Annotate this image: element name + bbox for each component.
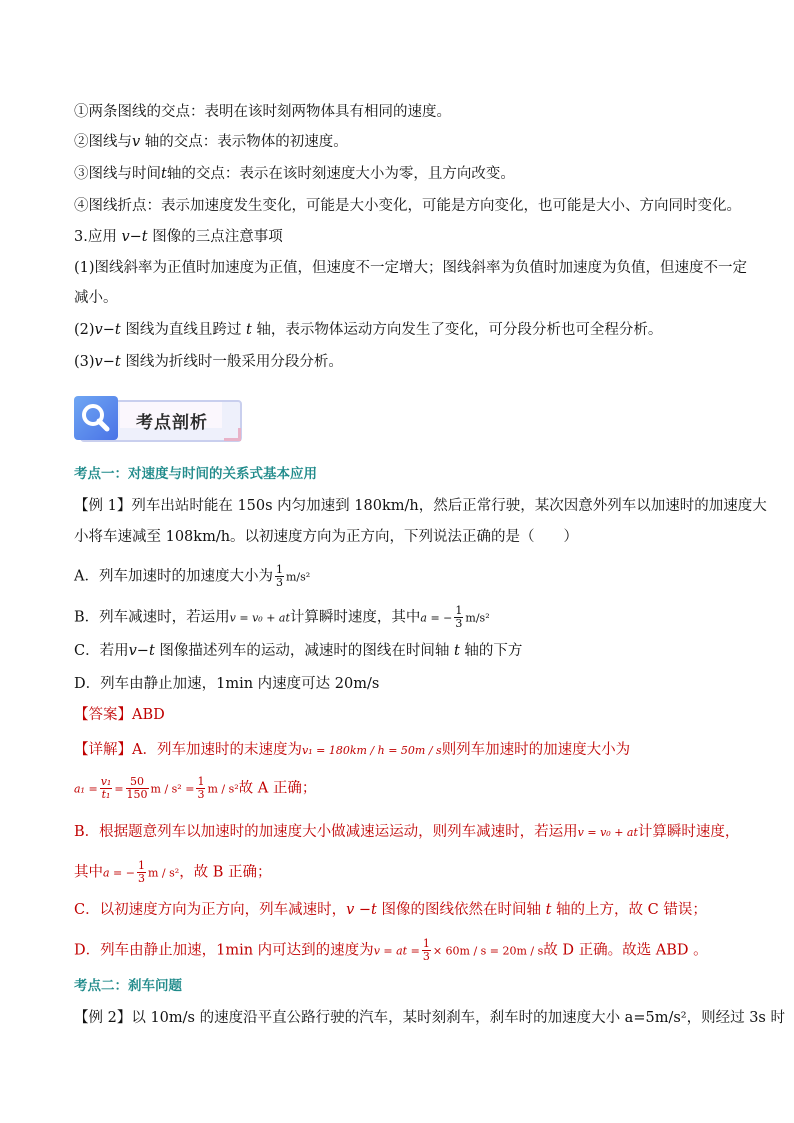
text: (3) [74,354,95,370]
magnifier-icon [74,396,118,440]
detail-b-line-2 [74,860,272,885]
option-a [74,564,310,589]
example-2-line-1: 【例 2】以 10m/s 的速度沿平直公路行驶的汽车，某时刻刹车，刹车时的加速度大小 a=5m/s²，则经过 3s 时 [74,1010,785,1026]
var: t [454,643,460,659]
formula: a₁ = [74,782,98,796]
detail-c [74,900,707,920]
note-3 [74,352,343,372]
text: 图像描述列车的运动，减速时的图线在时间轴 [154,643,454,659]
denominator: 3 [455,617,463,630]
text: 故 D 正确。故选 ABD 。 [543,942,708,959]
section-banner [74,396,242,442]
numerator: v₁ [100,775,112,788]
formula: v = v₀ + at [577,826,638,839]
unit: m / s² [148,866,180,880]
equals: = [114,782,124,796]
formula: v = at = [373,944,420,958]
note-1-line-1: (1)图线斜率为正值时加速度为正值，但速度不一定增大；图线斜率为负值时加速度为负值，但速度不一定 [74,260,748,276]
denominator: t₁ [101,788,111,801]
kp1-title: 考点一：对速度与时间的关系式基本应用 [74,466,317,482]
numerator: 1 [138,859,145,872]
unit: m / s² [207,782,239,796]
text: 图线为直线且跨过 [120,322,246,338]
numerator: 50 [126,776,149,789]
unit: m/s² [285,570,311,584]
formula: v₁ = 180km / h = 50m / s [301,744,442,757]
option-b [74,605,490,630]
banner-decoration [224,428,241,441]
text: D．列车由静止加速，1min 内可达到的速度为 [74,942,374,959]
fraction [454,605,463,630]
detail-a-line-2 [74,776,316,801]
text: 计算瞬时速度，其中 [289,609,421,626]
text: 图像的图线依然在时间轴 [376,902,546,918]
option-c [74,641,522,661]
point-item-2 [74,132,348,152]
text: 轴的交点：表示在该时刻速度大小为零，且方向改变。 [166,166,515,182]
var: v−t [128,643,155,659]
numerator: 1 [455,604,463,617]
text: (2) [74,322,95,338]
var: t [545,902,552,918]
point-item-4: ④图线折点：表示加速度发生变化，可能是大小变化，可能是方向变化，也可能是大小、方向同时变化。 [74,198,741,214]
text: 图线为折线时一般采用分段分析。 [120,354,343,370]
numerator: 1 [422,937,430,950]
text: 【详解】A．列车加速时的末速度为 [74,742,302,758]
text: ③图线与时间 [74,166,161,182]
kp2-title: 考点二：刹车问题 [74,978,182,994]
denominator: 150 [126,788,148,801]
text: ，故 B 正确； [179,864,272,881]
example-1-line-1: 【例 1】列车出站时能在 150s 内匀加速到 180km/h，然后正常行驶，某次因意外列车以加速时的加速度大 [74,498,767,514]
denominator: 3 [275,576,283,589]
var: v−t [94,322,121,338]
var: t [245,322,252,338]
var: v−t [121,229,148,245]
text: 轴的交点：表示物体的初速度。 [140,134,348,150]
fraction [126,776,149,801]
option-d: D．列车由静止加速，1min 内速度可达 20m/s [74,676,380,692]
text: ②图线与 [74,134,132,150]
denominator: 3 [138,872,145,885]
banner-title: 考点剖析 [136,413,208,433]
text: C．若用 [74,643,129,659]
unit: m/s² [465,611,490,625]
fraction [100,776,113,801]
text: 轴的下方 [459,643,523,659]
numerator: 1 [275,563,283,576]
note-2 [74,320,662,340]
point-item-1: ①两条图线的交点：表明在该时刻两物体具有相同的速度。 [74,104,451,120]
text: A．列车加速时的加速度大小为 [74,568,273,585]
text: 故 A 正确； [238,780,317,797]
formula: a = − [420,611,453,625]
detail-a-line-1 [74,740,630,761]
var: v −t [346,902,377,918]
text: B．根据题意列车以加速时的加速度大小做减速运运动，则列车减速时，若运用 [74,824,578,840]
var: t [161,166,167,182]
text: 轴的上方，故 C 错误； [551,902,707,918]
text: 轴，表示物体运动方向发生了变化，可分段分析也可全程分析。 [251,322,663,338]
text: 其中 [74,864,103,881]
fraction [196,776,205,801]
denominator: 3 [197,788,205,801]
text: C．以初速度方向为正方向，列车减速时， [74,902,347,918]
formula: v = v₀ + at [229,611,290,625]
numerator: 1 [197,775,205,788]
denominator: 3 [422,950,430,963]
detail-b-line-1 [74,822,739,843]
answer: 【答案】ABD [74,707,165,723]
fraction [137,860,146,885]
formula: a = − [103,866,135,880]
example-1-line-2: 小将车速减至 108km/h。以初速度方向为正方向，下列说法正确的是（ ） [74,529,579,545]
point-item-3 [74,164,515,184]
text: 则列车加速时的加速度大小为 [441,742,631,758]
heading-3 [74,227,283,247]
detail-d [74,938,708,963]
note-1-line-2: 减小。 [74,290,118,306]
fraction [275,564,284,589]
var: v [132,134,141,150]
text: B．列车减速时，若运用 [74,609,230,626]
unit: m / s² = [150,782,195,796]
text: 图像的三点注意事项 [147,229,283,245]
formula: × 60m / s = 20m / s [432,944,544,958]
var: v−t [94,354,121,370]
fraction [422,938,431,963]
text: 3.应用 [74,229,122,245]
text: 计算瞬时速度， [637,824,740,840]
